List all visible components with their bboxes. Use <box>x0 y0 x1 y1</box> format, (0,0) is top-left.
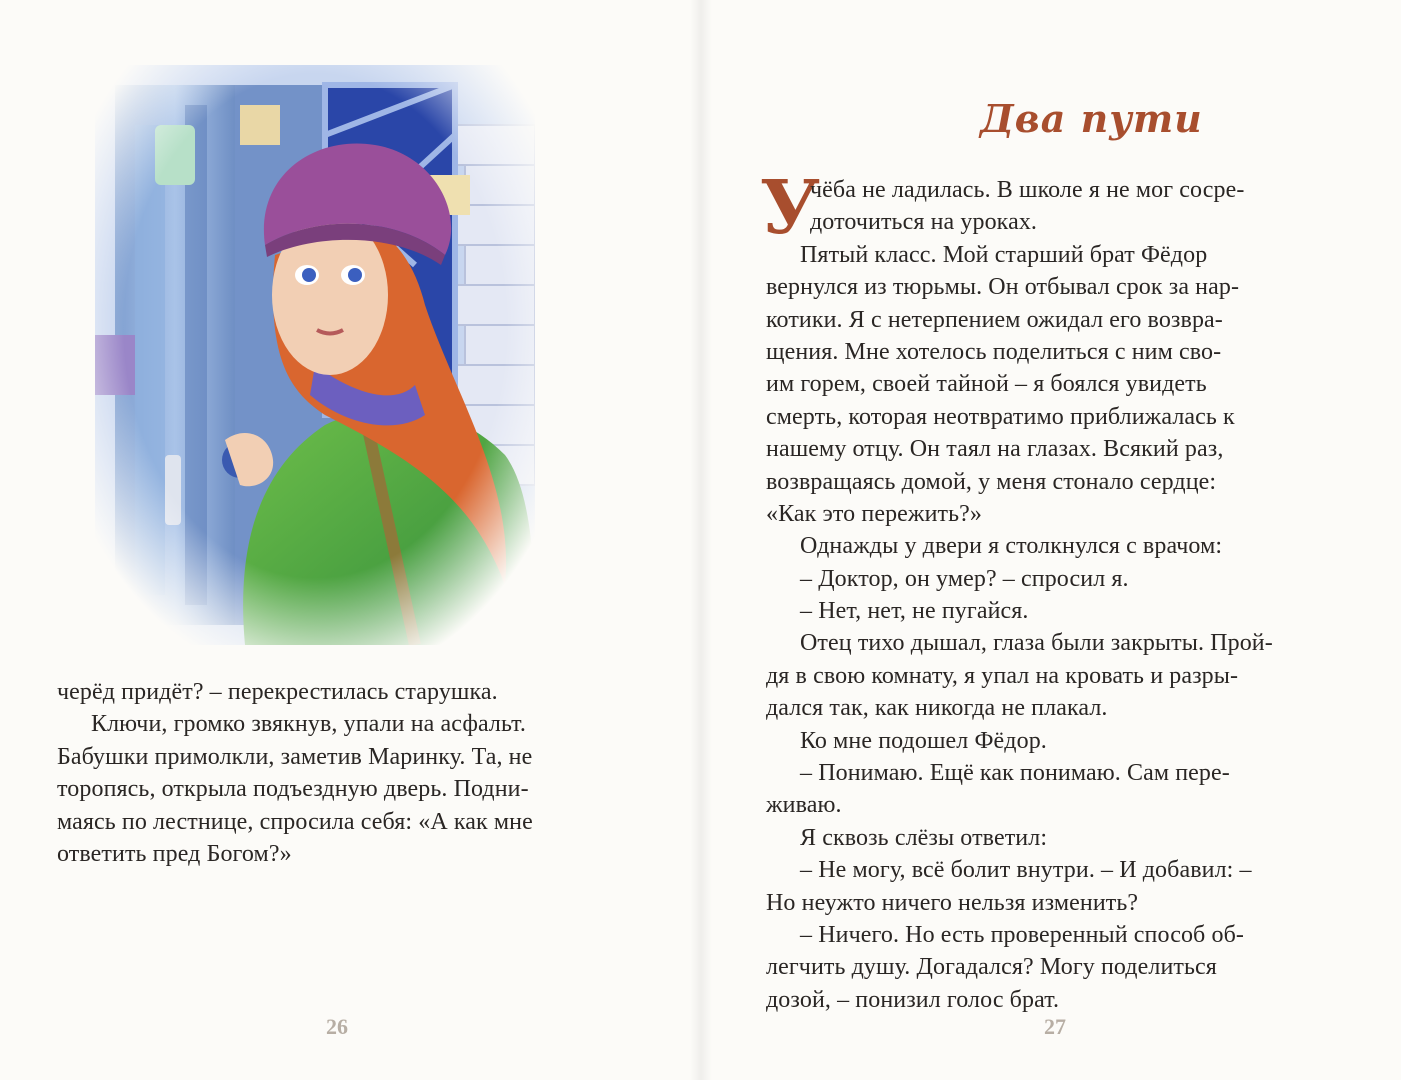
text-line: Ко мне подошел Фёдор. <box>800 727 1047 754</box>
left-page <box>0 0 700 1080</box>
left-page-body <box>57 676 659 870</box>
text-line: – Доктор, он умер? – спросил я. <box>800 565 1129 592</box>
chapter-title: Два пути <box>980 96 1203 141</box>
text-line: живаю. <box>766 792 842 819</box>
text-line: доточиться на уроках. <box>810 209 1038 236</box>
text-line: ответить пред Богом?» <box>57 840 292 867</box>
text-line: – Понимаю. Ещё как понимаю. Сам пере- <box>800 760 1230 787</box>
text-line: Однажды у двери я столкнулся с врачом: <box>800 533 1223 560</box>
text-line: Бабушки примолкли, заметив Маринку. Та, не <box>57 743 533 770</box>
right-page-body <box>766 174 1352 1016</box>
text-line: Пятый класс. Мой старший брат Фёдор <box>800 241 1208 268</box>
right-page <box>700 0 1401 1080</box>
text-line: дался так, как никогда не плакал. <box>766 695 1108 722</box>
text-line: Я сквозь слёзы ответил: <box>800 824 1048 851</box>
text-line: дозой, – понизил голос брат. <box>766 986 1060 1013</box>
illustration-girl-at-door <box>95 65 535 645</box>
text-line: легчить душу. Догадался? Могу поделиться <box>766 954 1217 981</box>
text-line: – Нет, нет, не пугайся. <box>800 598 1029 625</box>
text-line: им горем, своей тайной – я боялся увидеть <box>766 371 1207 398</box>
text-line: чёба не ладилась. В школе я не мог сосре- <box>810 177 1245 203</box>
text-line: Но неужто ничего нельзя изменить? <box>766 889 1139 916</box>
text-line: щения. Мне хотелось поделиться с ним сво- <box>766 338 1222 365</box>
page-number-right: 27 <box>1044 1014 1066 1039</box>
text-line: «Как это пережить?» <box>766 500 983 527</box>
text-line: вернулся из тюрьмы. Он отбывал срок за нар- <box>766 274 1240 301</box>
text-line: торопясь, открыла подъездную дверь. Подни- <box>57 776 529 803</box>
text-line: – Ничего. Но есть проверенный способ об- <box>800 921 1244 948</box>
text-line: Отец тихо дышал, глаза были закрыты. Прой- <box>800 630 1273 657</box>
text-line: нашему отцу. Он таял на глазах. Всякий раз, <box>766 436 1224 463</box>
drop-cap: У <box>760 165 821 251</box>
text-line: дя в свою комнату, я упал на кровать и разры- <box>766 662 1239 689</box>
text-line: – Не могу, всё болит внутри. – И добавил: – <box>800 857 1252 884</box>
text-line: смерть, которая неотвратимо приближалась к <box>766 403 1235 430</box>
text-line: котики. Я с нетерпением ожидал его возвра- <box>766 306 1223 333</box>
text-line: маясь по лестнице, спросила себя: «А как мне <box>57 808 533 835</box>
text-line: черёд придёт? – перекрестилась старушка. <box>57 679 498 705</box>
page-number-left: 26 <box>326 1014 348 1039</box>
text-line: Ключи, громко звякнув, упали на асфальт. <box>91 711 527 738</box>
text-line: возвращаясь домой, у меня стонало сердце: <box>766 468 1217 495</box>
